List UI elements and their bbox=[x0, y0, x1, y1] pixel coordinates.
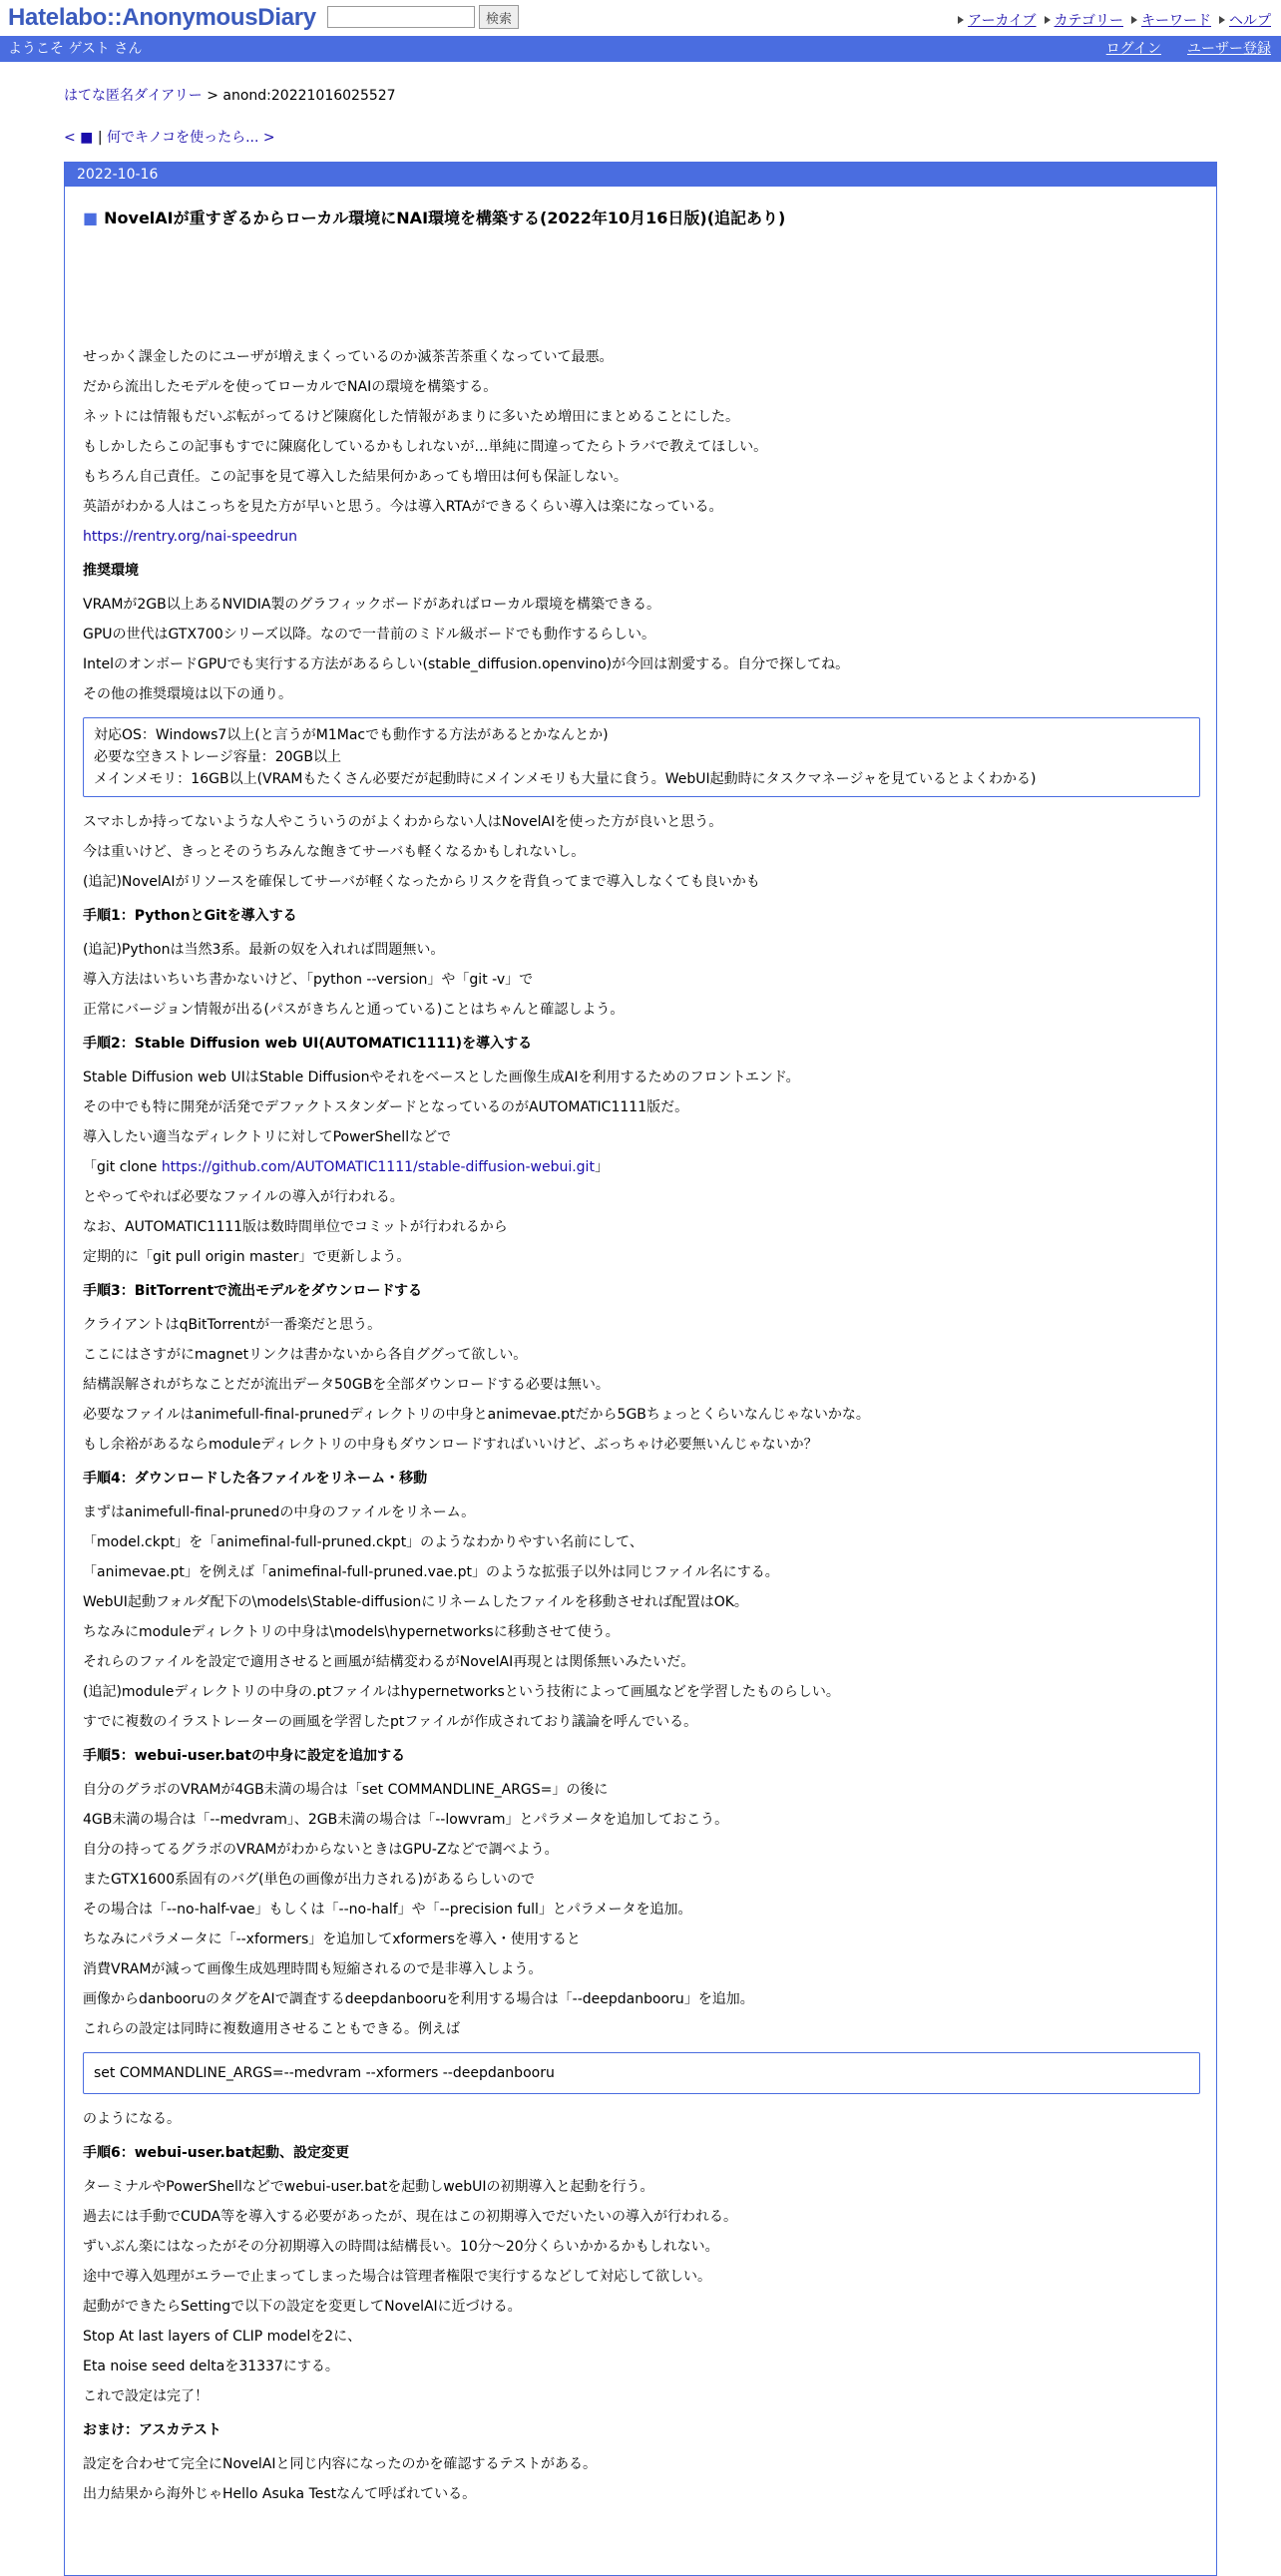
paragraph: ちなみにmoduleディレクトリの中身は\models\hypernetworksに移動させて使う。 bbox=[83, 1624, 620, 1640]
paragraph: (追記)moduleディレクトリの中身の.ptファイルはhypernetworksという技術によって画風などを学習したものらしい。 bbox=[83, 1684, 840, 1700]
pager-separator: | bbox=[93, 130, 108, 146]
paragraph: 「model.ckpt」を「animefinal-full-pruned.ckpt」のようなわかりやすい名前にして、 bbox=[83, 1534, 643, 1550]
user-bar bbox=[0, 36, 1281, 62]
paragraph: すでに複数のイラストレーターの画風を学習したptファイルが作成されており議論を呼んでいる。 bbox=[83, 1714, 698, 1730]
paragraph: その他の推奨環境は以下の通り。 bbox=[83, 686, 292, 702]
paragraph: これで設定は完了！ bbox=[83, 2388, 209, 2404]
day-date: 2022-10-16 bbox=[65, 163, 1216, 187]
paragraph: クライアントはqBitTorrentが一番楽だと思う。 bbox=[83, 1317, 382, 1333]
paragraph: 今は重いけど、きっとそのうちみんな飽きてサーバも軽くなるかもしれないし。 bbox=[83, 844, 586, 860]
paragraph: IntelのオンボードGPUでも実行する方法があるらしい(stable_diffusion.openvino)が今回は割愛する。自分で探してね。 bbox=[83, 656, 850, 672]
register-link[interactable]: ユーザー登録 bbox=[1187, 41, 1271, 57]
section-heading-step2: 手順2：Stable Diffusion web UI(AUTOMATIC1111)を導入する bbox=[83, 1036, 533, 1052]
paragraph: ネットには情報もだいぶ転がってるけど陳腐化した情報があまりに多いため増田にまとめることにした。 bbox=[83, 409, 739, 425]
requirement-line: 必要な空きストレージ容量：20GB以上 bbox=[94, 749, 341, 765]
paragraph: (追記)NovelAIがリソースを確保してサーバが軽くなったからリスクを背負ってまで導入しなくても良いかも bbox=[83, 874, 760, 890]
paragraph: VRAMが2GB以上あるNVIDIA製のグラフィックボードがあればローカル環境を構築できる。 bbox=[83, 597, 661, 613]
paragraph: 消費VRAMが減って画像生成処理時間も短縮されるので是非導入しよう。 bbox=[83, 1961, 543, 1977]
welcome-text: ようこそ ゲスト さん bbox=[8, 41, 143, 57]
prev-entry-link[interactable]: < ■ bbox=[64, 130, 94, 146]
paragraph: ちなみにパラメータに「--xformers」を追加してxformersを導入・使用すると bbox=[83, 1932, 581, 1947]
paragraph: 出力結果から海外じゃHello Asuka Testなんて呼ばれている。 bbox=[83, 2486, 477, 2502]
requirement-line: 対応OS：Windows7以上(と言うがM1Macでも動作する方法があるとかなんとか) bbox=[94, 727, 609, 743]
github-repo-link[interactable]: https://github.com/AUTOMATIC1111/stable-diffusion-webui.git bbox=[161, 1159, 595, 1175]
paragraph: なお、AUTOMATIC1111版は数時間単位でコミットが行われるから bbox=[83, 1219, 508, 1235]
section-heading-step3: 手順3：BitTorrentで流出モデルをダウンロードする bbox=[83, 1283, 423, 1299]
paragraph: それらのファイルを設定で適用させると画風が結構変わるがNovelAI再現とは関係無いみたいだ。 bbox=[83, 1654, 695, 1670]
paragraph: まずはanimefull-final-prunedの中身のファイルをリネーム。 bbox=[83, 1504, 476, 1520]
paragraph: 「animevae.pt」を例えば「animefinal-full-pruned.vae.pt」のような拡張子以外は同じファイル名にする。 bbox=[83, 1564, 779, 1580]
paragraph: (追記)Pythonは当然3系。最新の奴を入れれば問題無い。 bbox=[83, 942, 445, 958]
paragraph: 画像からdanbooruのタグをAIで調査するdeepdanbooruを利用する場合は「--deepdanbooru」を追加。 bbox=[83, 1991, 754, 2007]
paragraph: とやってやれば必要なファイルの導入が行われる。 bbox=[83, 1189, 404, 1205]
paragraph: ここにはさすがにmagnetリンクは書かないから各自ググって欲しい。 bbox=[83, 1347, 528, 1363]
paragraph: 導入方法はいちいち書かないけど、「python --version」や「git -v」で bbox=[83, 972, 534, 988]
paragraph bbox=[83, 522, 1200, 552]
top-nav bbox=[950, 10, 1271, 30]
entry-spacer bbox=[83, 230, 1200, 342]
paragraph: 自分の持ってるグラボのVRAMがわからないときはGPU-Zなどで調べよう。 bbox=[83, 1842, 559, 1858]
entry-title bbox=[83, 207, 1200, 230]
section-heading-extra: おまけ：アスカテスト bbox=[83, 2422, 221, 2438]
paragraph: のようになる。 bbox=[83, 2111, 181, 2127]
section-heading-step5: 手順5：webui-user.batの中身に設定を追加する bbox=[83, 1748, 405, 1764]
paragraph: Stable Diffusion web UIはStable Diffusionやそれをベースとした画像生成AIを利用するためのフロントエンド。 bbox=[83, 1070, 800, 1085]
paragraph: 途中で導入処理がエラーで止まってしまった場合は管理者権限で実行するなどして対応して欲しい。 bbox=[83, 2269, 711, 2285]
site-logo[interactable]: Hatelabo::AnonymousDiary bbox=[8, 4, 316, 31]
paragraph: 設定を合わせて完全にNovelAIと同じ内容になったのかを確認するテストがある。 bbox=[83, 2456, 597, 2472]
paragraph: 英語がわかる人はこっちを見た方が早いと思う。今は導入RTAができるくらい導入は楽になっている。 bbox=[83, 499, 723, 515]
entry-permalink-mark[interactable]: ■ bbox=[83, 209, 99, 227]
paragraph: 4GB未満の場合は「--medvram」、2GB未満の場合は「--lowvram」とパラメータを追加しておこう。 bbox=[83, 1812, 729, 1828]
entry-title-text: NovelAIが重すぎるからローカル環境にNAI環境を構築する(2022年10月16日版)(追記あり) bbox=[104, 209, 786, 227]
paragraph: せっかく課金したのにユーザが増えまくっているのか滅茶苦茶重くなっていて最悪。 bbox=[83, 349, 614, 365]
paragraph: 自分のグラボのVRAMが4GB未満の場合は「set COMMANDLINE_ARGS=」の後に bbox=[83, 1782, 609, 1798]
next-entry-link[interactable]: 何でキノコを使ったら... > bbox=[107, 130, 275, 146]
paragraph: Eta noise seed deltaを31337にする。 bbox=[83, 2359, 339, 2374]
paragraph: その中でも特に開発が活発でデファクトスタンダードとなっているのがAUTOMATIC1111版だ。 bbox=[83, 1099, 689, 1115]
git-command-suffix: 」 bbox=[594, 1159, 609, 1175]
paragraph: 必要なファイルはanimefull-final-prunedディレクトリの中身とanimevae.ptだから5GBちょっとくらいなんじゃないかな。 bbox=[83, 1407, 870, 1423]
paragraph: GPUの世代はGTX700シリーズ以降。なので一昔前のミドル級ボードでも動作するらしい。 bbox=[83, 627, 656, 643]
login-link[interactable]: ログイン bbox=[1105, 41, 1161, 57]
paragraph: これらの設定は同時に複数適用させることもできる。例えば bbox=[83, 2021, 460, 2037]
breadcrumb bbox=[64, 85, 396, 105]
paragraph: 起動ができたらSettingで以下の設定を変更してNovelAIに近づける。 bbox=[83, 2299, 522, 2315]
paragraph bbox=[83, 1152, 1200, 1182]
entry-pager bbox=[64, 127, 275, 147]
search-input[interactable] bbox=[327, 6, 475, 28]
paragraph: またGTX1600系固有のバグ(単色の画像が出力される)があるらしいので bbox=[83, 1872, 536, 1888]
paragraph: その場合は「--no-half-vae」もしくは「--no-half」や「--precision full」とパラメータを追加。 bbox=[83, 1902, 692, 1918]
search-button[interactable]: 検索 bbox=[479, 5, 519, 29]
paragraph: スマホしか持ってないような人やこういうのがよくわからない人はNovelAIを使った方が良いと思う。 bbox=[83, 814, 723, 830]
nav-archive-link[interactable]: アーカイブ bbox=[958, 13, 1036, 29]
paragraph: もし余裕があるならmoduleディレクトリの中身もダウンロードすればいいけど、ぶっちゃけ必要無いんじゃないか？ bbox=[83, 1437, 818, 1453]
breadcrumb-home-link[interactable]: はてな匿名ダイアリー bbox=[64, 88, 203, 104]
paragraph: もちろん自己責任。この記事を見て導入した結果何かあっても増田は何も保証しない。 bbox=[83, 469, 628, 485]
git-command-prefix: 「git clone bbox=[83, 1159, 162, 1175]
paragraph: 定期的に「git pull origin master」で更新しよう。 bbox=[83, 1249, 411, 1265]
requirements-box bbox=[83, 717, 1200, 797]
section-heading-step1: 手順1：PythonとGitを導入する bbox=[83, 908, 297, 924]
paragraph: 過去には手動でCUDA等を導入する必要があったが、現在はこの初期導入でだいたいの導入が行われる。 bbox=[83, 2209, 737, 2225]
paragraph: ずいぶん楽にはなったがその分初期導入の時間は結構長い。10分～20分くらいかかるかもしれない。 bbox=[83, 2239, 719, 2255]
speedrun-guide-link[interactable]: https://rentry.org/nai-speedrun bbox=[83, 529, 297, 545]
day-section bbox=[64, 162, 1217, 2576]
nav-category-link[interactable]: カテゴリー bbox=[1045, 13, 1123, 29]
nav-help-link[interactable]: ヘルプ bbox=[1219, 13, 1271, 29]
entry-body bbox=[83, 207, 1200, 2509]
breadcrumb-current: anond:20221016025527 bbox=[222, 88, 396, 104]
paragraph: Stop At last layers of CLIP modelを2に、 bbox=[83, 2329, 362, 2345]
paragraph: ターミナルやPowerShellなどでwebui-user.batを起動しwebUIの初期導入と起動を行う。 bbox=[83, 2179, 654, 2195]
paragraph: 導入したい適当なディレクトリに対してPowerShellなどで bbox=[83, 1129, 452, 1145]
requirement-line: メインメモリ：16GB以上(VRAMもたくさん必要だが起動時にメインメモリも大量に食う。WebUI起動時にタスクマネージャを見ているとよくわかる) bbox=[94, 771, 1037, 787]
section-heading-environment: 推奨環境 bbox=[83, 563, 139, 579]
paragraph: だから流出したモデルを使ってローカルでNAIの環境を構築する。 bbox=[83, 379, 498, 395]
breadcrumb-separator: > bbox=[202, 88, 223, 104]
paragraph: WebUI起動フォルダ配下の\models\Stable-diffusionにリネームしたファイルを移動させれば配置はOK。 bbox=[83, 1594, 748, 1610]
paragraph: 結構誤解されがちなことだが流出データ50GBを全部ダウンロードする必要は無い。 bbox=[83, 1377, 610, 1393]
top-header bbox=[0, 0, 1281, 36]
code-block: set COMMANDLINE_ARGS=--medvram --xformers --deepdanbooru bbox=[83, 2052, 1200, 2094]
section-heading-step4: 手順4：ダウンロードした各ファイルをリネーム・移動 bbox=[83, 1471, 428, 1487]
nav-keyword-link[interactable]: キーワード bbox=[1131, 13, 1211, 29]
paragraph: もしかしたらこの記事もすでに陳腐化しているかもしれないが…単純に間違ってたらトラバで教えてほしい。 bbox=[83, 439, 768, 455]
section-heading-step6: 手順6：webui-user.bat起動、設定変更 bbox=[83, 2145, 349, 2161]
paragraph: 正常にバージョン情報が出る(パスがきちんと通っている)ことはちゃんと確認しよう。 bbox=[83, 1002, 625, 1018]
